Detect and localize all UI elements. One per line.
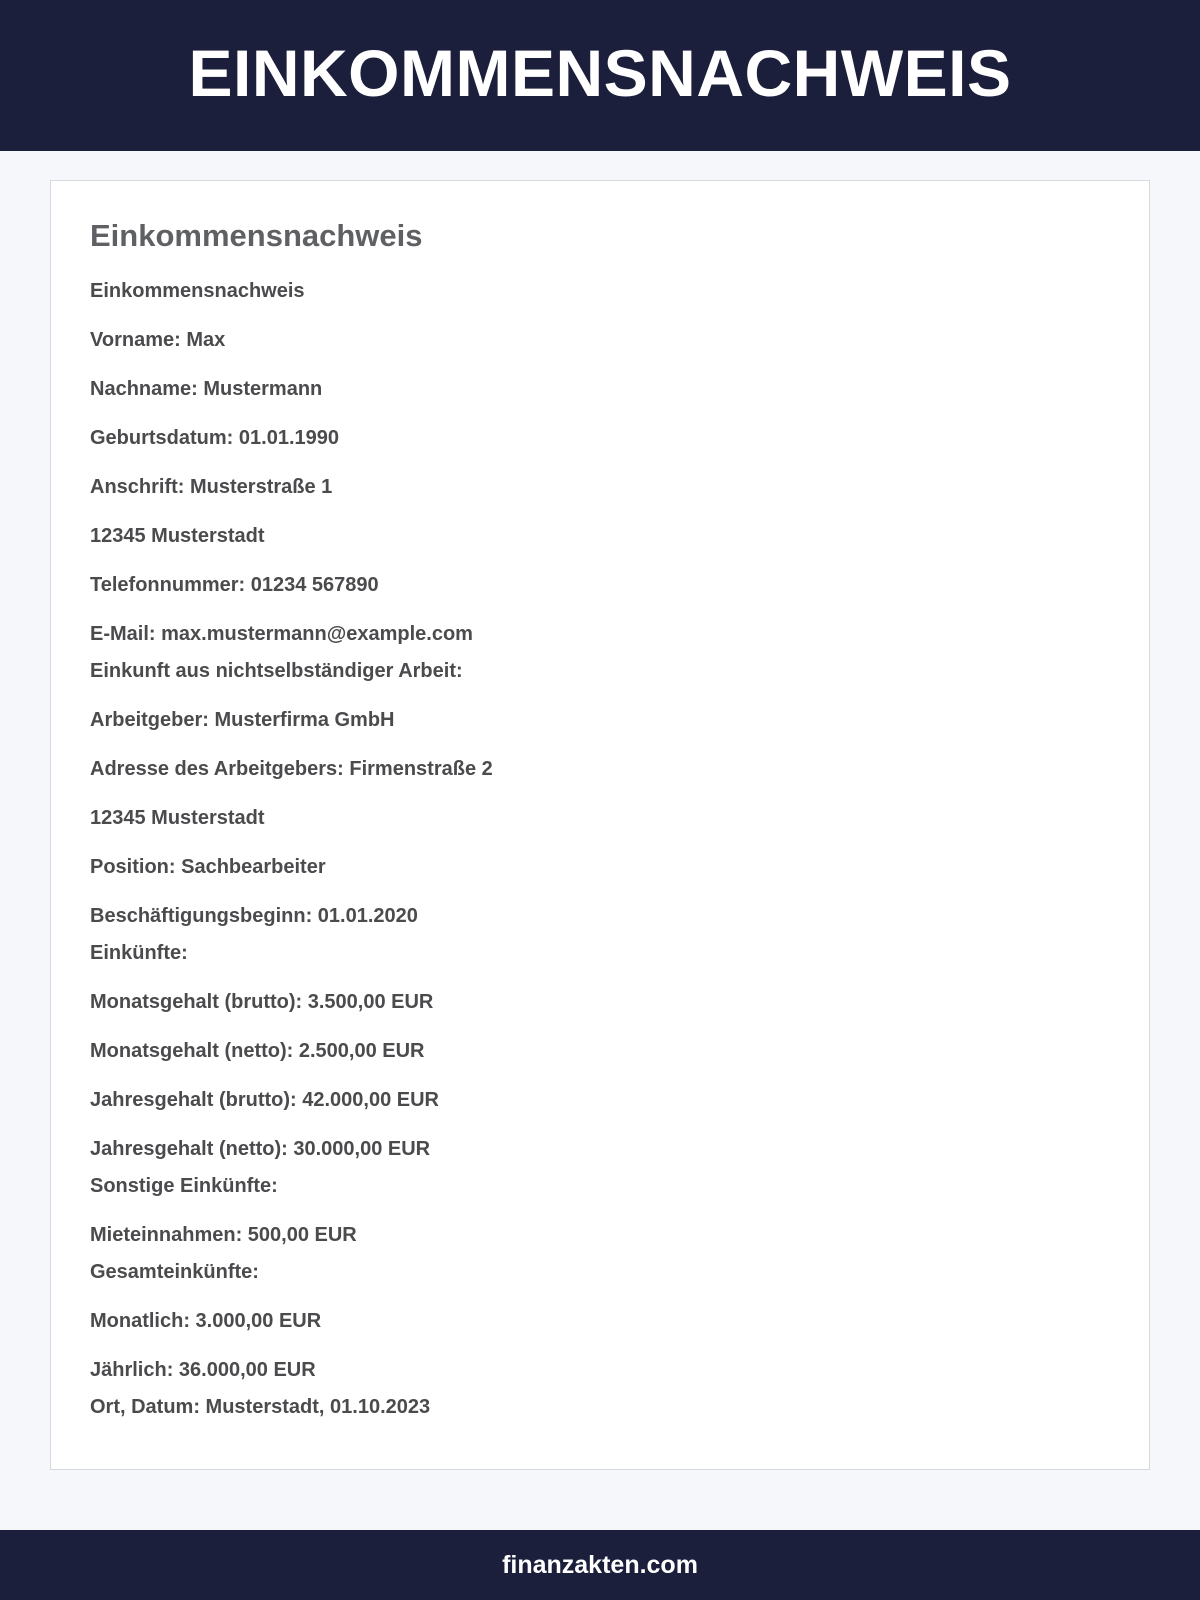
- document-title: Einkommensnachweis: [90, 218, 423, 253]
- footer-bar: [0, 1530, 1200, 1600]
- employer-city-line: 12345 Musterstadt: [90, 807, 265, 829]
- position-line: Position: Sachbearbeiter: [90, 856, 326, 878]
- email-line: E-Mail: max.mustermann@example.com: [90, 623, 473, 645]
- phone-line: Telefonnummer: 01234 567890: [90, 574, 379, 596]
- section-income-heading: Einkünfte:: [90, 942, 188, 964]
- header-banner: [0, 0, 1200, 151]
- city-line: 12345 Musterstadt: [90, 525, 265, 547]
- document-card: [50, 180, 1150, 1470]
- footer-site-name: finanzakten.com: [502, 1550, 698, 1579]
- employment-start-line: Beschäftigungsbeginn: 01.01.2020: [90, 905, 418, 927]
- birthdate-line: Geburtsdatum: 01.01.1990: [90, 427, 339, 449]
- monthly-gross-line: Monatsgehalt (brutto): 3.500,00 EUR: [90, 991, 434, 1013]
- place-date-line: Ort, Datum: Musterstadt, 01.10.2023: [90, 1396, 431, 1418]
- total-monthly-line: Monatlich: 3.000,00 EUR: [90, 1310, 322, 1332]
- section-other-income-heading: Sonstige Einkünfte:: [90, 1175, 278, 1197]
- employer-address-line: Adresse des Arbeitgebers: Firmenstraße 2: [90, 758, 493, 780]
- header-title: EINKOMMENSNACHWEIS: [188, 35, 1012, 110]
- first-name-line: Vorname: Max: [90, 329, 226, 351]
- yearly-gross-line: Jahresgehalt (brutto): 42.000,00 EUR: [90, 1089, 439, 1111]
- rental-income-line: Mieteinnahmen: 500,00 EUR: [90, 1224, 357, 1246]
- section-total-income-heading: Gesamteinkünfte:: [90, 1261, 259, 1283]
- doc-heading-line: Einkommensnachweis: [90, 280, 305, 302]
- section-employment-heading: Einkunft aus nichtselbständiger Arbeit:: [90, 660, 463, 682]
- monthly-net-line: Monatsgehalt (netto): 2.500,00 EUR: [90, 1040, 425, 1062]
- yearly-net-line: Jahresgehalt (netto): 30.000,00 EUR: [90, 1138, 431, 1160]
- address-line: Anschrift: Musterstraße 1: [90, 476, 333, 498]
- last-name-line: Nachname: Mustermann: [90, 378, 323, 400]
- employer-line: Arbeitgeber: Musterfirma GmbH: [90, 709, 395, 731]
- total-yearly-line: Jährlich: 36.000,00 EUR: [90, 1359, 316, 1381]
